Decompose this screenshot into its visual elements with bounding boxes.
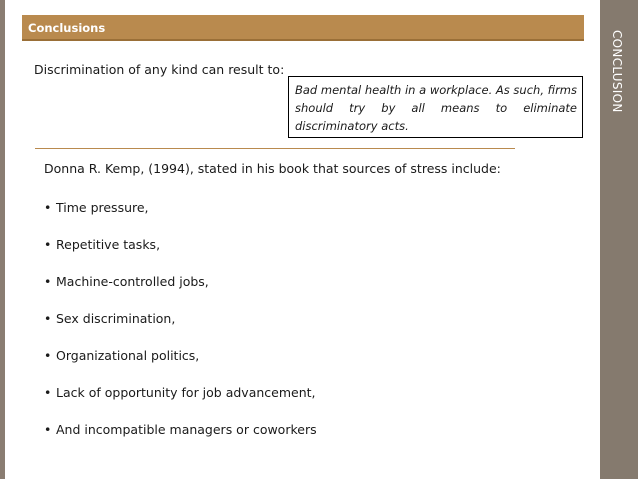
bullet-icon: •	[44, 348, 52, 363]
bullet-icon: •	[44, 385, 52, 400]
list-item	[44, 422, 317, 459]
list-item-text: Sex discrimination,	[56, 311, 176, 326]
divider-line	[35, 148, 515, 149]
slide-title: Conclusions	[28, 21, 106, 35]
side-label	[610, 30, 630, 130]
bullet-icon: •	[44, 311, 52, 326]
list-item	[44, 385, 317, 422]
list-item-text: Organizational politics,	[56, 348, 200, 363]
callout-box: Bad mental health in a workplace. As such, firms should try by all means to eliminate discriminatory acts.	[288, 76, 583, 138]
list-item	[44, 237, 317, 274]
bullet-icon: •	[44, 200, 52, 215]
side-label-text: CONCLUSION	[610, 30, 624, 113]
list-item	[44, 200, 317, 237]
title-bar	[22, 15, 584, 41]
list-item	[44, 348, 317, 385]
list-item-text: Repetitive tasks,	[56, 237, 161, 252]
bullet-icon: •	[44, 237, 52, 252]
list-item	[44, 311, 317, 348]
left-edge-rule	[0, 0, 5, 479]
list-item-text: Time pressure,	[56, 200, 149, 215]
bullet-icon: •	[44, 422, 52, 437]
intro-text: Discrimination of any kind can result to:	[34, 62, 285, 77]
list-item-text: Lack of opportunity for job advancement,	[56, 385, 316, 400]
bullet-list	[44, 200, 317, 459]
list-item-text: Machine-controlled jobs,	[56, 274, 209, 289]
bullet-icon: •	[44, 274, 52, 289]
lead-text: Donna R. Kemp, (1994), stated in his book that sources of stress include:	[44, 161, 501, 176]
list-item-text: And incompatible managers or coworkers	[56, 422, 317, 437]
list-item	[44, 274, 317, 311]
